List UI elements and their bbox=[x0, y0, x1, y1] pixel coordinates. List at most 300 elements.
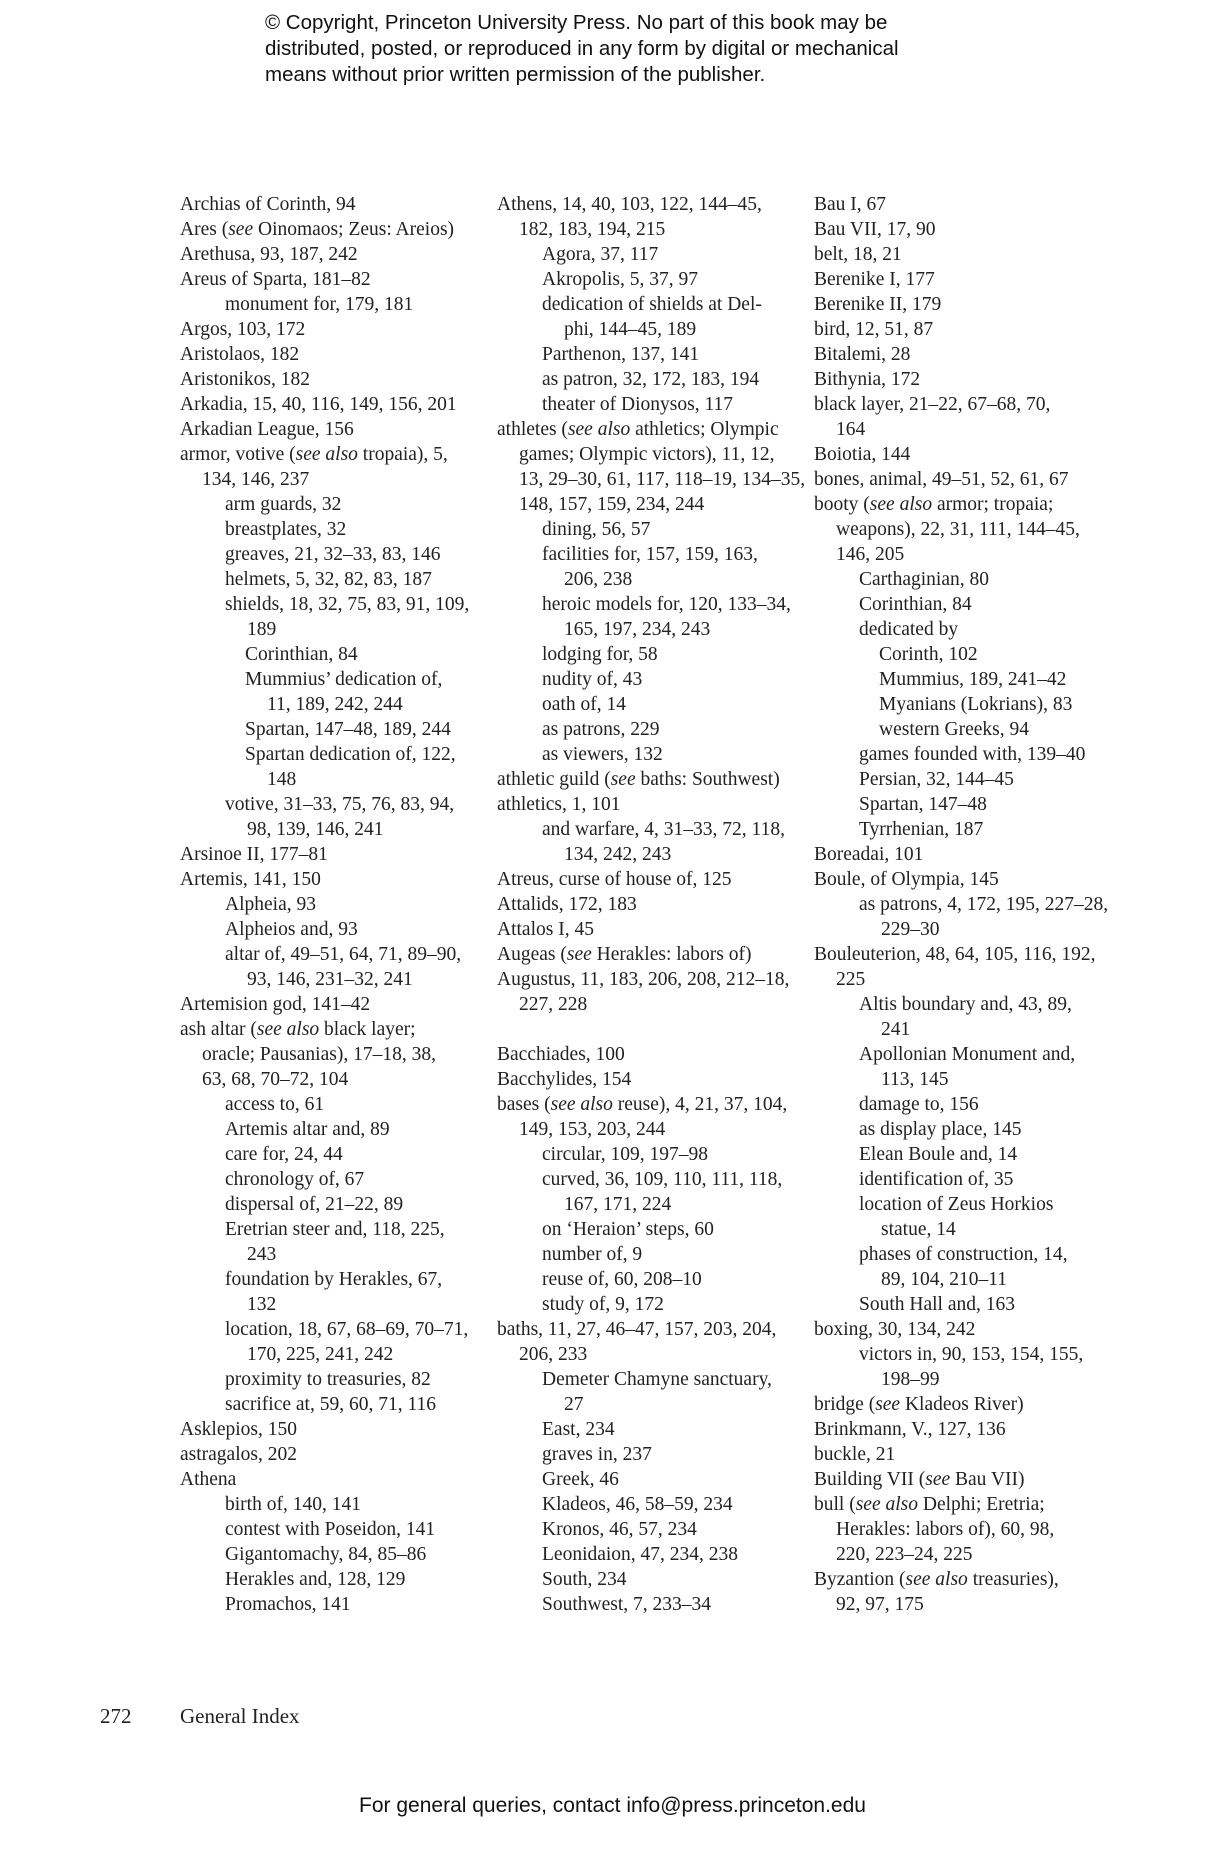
index-subentry bbox=[814, 617, 1114, 642]
index-subentry bbox=[497, 1517, 797, 1542]
index-subentry bbox=[180, 942, 480, 992]
index-line: Alpheios and, 93 bbox=[225, 919, 358, 940]
index-line: monument for, 179, 181 bbox=[225, 294, 414, 315]
index-line: bull (see also Delphi; Eretria; bbox=[814, 1494, 1045, 1515]
index-line: 227, 228 bbox=[519, 994, 588, 1015]
index-entry bbox=[814, 317, 1114, 342]
index-entry bbox=[814, 217, 1114, 242]
index-line: Southwest, 7, 233–34 bbox=[542, 1594, 712, 1615]
running-title: General Index bbox=[180, 1704, 300, 1728]
index-entry bbox=[814, 1467, 1114, 1492]
index-line: greaves, 21, 32–33, 83, 146 bbox=[225, 544, 441, 565]
index-subentry bbox=[497, 717, 797, 742]
index-entry bbox=[497, 1067, 797, 1092]
index-subentry bbox=[814, 767, 1114, 792]
index-line: as viewers, 132 bbox=[542, 744, 663, 765]
index-entry bbox=[814, 192, 1114, 217]
index-line: 11, 189, 242, 244 bbox=[267, 694, 403, 715]
index-entry bbox=[180, 417, 480, 442]
index-subentry bbox=[814, 642, 1114, 667]
index-line: South, 234 bbox=[542, 1569, 627, 1590]
index-line: 98, 139, 146, 241 bbox=[247, 819, 384, 840]
index-line: 63, 68, 70–72, 104 bbox=[202, 1069, 349, 1090]
index-subentry bbox=[814, 742, 1114, 767]
index-entry bbox=[814, 342, 1114, 367]
index-entry bbox=[180, 267, 480, 292]
index-subentry bbox=[180, 917, 480, 942]
index-subentry bbox=[814, 892, 1114, 942]
index-entry bbox=[814, 867, 1114, 892]
index-line: bridge (see Kladeos River) bbox=[814, 1394, 1024, 1415]
index-subentry bbox=[180, 542, 480, 567]
index-subentry bbox=[497, 1442, 797, 1467]
index-line: 13, 29–30, 61, 117, 118–19, 134–35, bbox=[519, 469, 806, 490]
index-line: 113, 145 bbox=[881, 1069, 949, 1090]
index-column-1 bbox=[180, 192, 480, 1617]
index-subentry bbox=[814, 792, 1114, 817]
index-subentry bbox=[497, 1592, 797, 1617]
index-subentry bbox=[180, 1542, 480, 1567]
index-line: booty (see also armor; tropaia; bbox=[814, 494, 1054, 515]
index-line: on ‘Heraion’ steps, 60 bbox=[542, 1219, 714, 1240]
index-line: Leonidaion, 47, 234, 238 bbox=[542, 1544, 739, 1565]
index-line: dining, 56, 57 bbox=[542, 519, 651, 540]
index-column-2 bbox=[497, 192, 806, 1617]
index-entry bbox=[814, 467, 1114, 492]
index-line: arm guards, 32 bbox=[225, 494, 342, 515]
page-number: 272 bbox=[100, 1704, 132, 1728]
index-entry bbox=[814, 942, 1114, 992]
index-line: 149, 153, 203, 244 bbox=[519, 1119, 666, 1140]
index-line: 170, 225, 241, 242 bbox=[247, 1344, 394, 1365]
index-subentry bbox=[180, 1492, 480, 1517]
index-line: baths, 11, 27, 46–47, 157, 203, 204, bbox=[497, 1319, 777, 1340]
index-line: sacrifice at, 59, 60, 71, 116 bbox=[225, 1394, 437, 1415]
index-line: Augeas (see Herakles: labors of) bbox=[497, 944, 752, 965]
index-line: Bithynia, 172 bbox=[814, 369, 921, 390]
index-line: foundation by Herakles, 67, bbox=[225, 1269, 443, 1290]
index-line: 132 bbox=[247, 1294, 277, 1315]
index-subentry bbox=[497, 517, 797, 542]
index-subentry bbox=[497, 392, 797, 417]
index-line: Athena bbox=[180, 1469, 237, 1490]
index-line: Spartan dedication of, 122, bbox=[245, 744, 456, 765]
index-line: astragalos, 202 bbox=[180, 1444, 297, 1465]
index-line: Eretrian steer and, 118, 225, bbox=[225, 1219, 445, 1240]
index-entry bbox=[180, 1017, 480, 1092]
index-subentry bbox=[814, 1342, 1114, 1392]
index-line: altar of, 49–51, 64, 71, 89–90, bbox=[225, 944, 462, 965]
index-entry bbox=[814, 367, 1114, 392]
index-entry bbox=[497, 1317, 797, 1367]
index-subentry bbox=[497, 1417, 797, 1442]
index-line: identification of, 35 bbox=[859, 1169, 1014, 1190]
index-line: lodging for, 58 bbox=[542, 644, 658, 665]
index-entry bbox=[180, 1467, 480, 1492]
index-line: dedication of shields at Del- bbox=[542, 294, 762, 315]
index-line: location, 18, 67, 68–69, 70–71, bbox=[225, 1319, 469, 1340]
index-line: Arkadian League, 156 bbox=[180, 419, 354, 440]
index-line: Aristolaos, 182 bbox=[180, 344, 300, 365]
index-entry bbox=[814, 1417, 1114, 1442]
index-column-3 bbox=[814, 192, 1114, 1617]
index-entry bbox=[180, 217, 480, 242]
index-entry bbox=[814, 292, 1114, 317]
index-line: as display place, 145 bbox=[859, 1119, 1022, 1140]
index-subentry bbox=[814, 1192, 1114, 1242]
index-entry bbox=[497, 192, 797, 242]
index-line: athletes (see also athletics; Olympic bbox=[497, 419, 779, 440]
index-line: ash altar (see also black layer; bbox=[180, 1019, 416, 1040]
index-subentry bbox=[497, 1292, 797, 1317]
copyright-notice bbox=[265, 10, 1025, 88]
index-line: Myanians (Lokrians), 83 bbox=[879, 694, 1073, 715]
index-line: dedicated by bbox=[859, 619, 959, 640]
index-subentry bbox=[180, 892, 480, 917]
index-entry bbox=[814, 1317, 1114, 1342]
index-line: Parthenon, 137, 141 bbox=[542, 344, 700, 365]
index-line: Boule, of Olympia, 145 bbox=[814, 869, 999, 890]
index-subentry bbox=[814, 1167, 1114, 1192]
index-line: nudity of, 43 bbox=[542, 669, 643, 690]
index-entry bbox=[180, 367, 480, 392]
index-entry bbox=[180, 242, 480, 267]
index-line: Promachos, 141 bbox=[225, 1594, 351, 1615]
index-entry bbox=[497, 1092, 797, 1142]
index-line: 243 bbox=[247, 1244, 277, 1265]
index-subentry bbox=[180, 517, 480, 542]
index-subentry bbox=[497, 1242, 797, 1267]
index-line: Berenike II, 179 bbox=[814, 294, 942, 315]
index-subentry bbox=[180, 1167, 480, 1192]
index-line: bird, 12, 51, 87 bbox=[814, 319, 934, 340]
index-subentry bbox=[497, 267, 797, 292]
index-line: Bau VII, 17, 90 bbox=[814, 219, 936, 240]
index-line: number of, 9 bbox=[542, 1244, 643, 1265]
index-entry bbox=[814, 1442, 1114, 1467]
index-line: 182, 183, 194, 215 bbox=[519, 219, 666, 240]
index-line: Kladeos, 46, 58–59, 234 bbox=[542, 1494, 733, 1515]
index-subentry bbox=[814, 1292, 1114, 1317]
index-line: Areus of Sparta, 181–82 bbox=[180, 269, 371, 290]
index-line: helmets, 5, 32, 82, 83, 187 bbox=[225, 569, 432, 590]
index-entry bbox=[814, 242, 1114, 267]
index-line: Greek, 46 bbox=[542, 1469, 619, 1490]
index-line: Bouleuterion, 48, 64, 105, 116, 192, bbox=[814, 944, 1096, 965]
index-line: armor, votive (see also tropaia), 5, bbox=[180, 444, 448, 465]
index-line: phases of construction, 14, bbox=[859, 1244, 1068, 1265]
index-line: Augustus, 11, 183, 206, 208, 212–18, bbox=[497, 969, 790, 990]
index-subentry bbox=[497, 542, 797, 592]
index-line: 206, 238 bbox=[564, 569, 633, 590]
index-line: games; Olympic victors), 11, 12, bbox=[519, 444, 775, 465]
index-line: Argos, 103, 172 bbox=[180, 319, 306, 340]
index-subentry bbox=[180, 1367, 480, 1392]
index-subentry bbox=[497, 242, 797, 267]
index-entry bbox=[497, 867, 797, 892]
index-line: proximity to treasuries, 82 bbox=[225, 1369, 431, 1390]
index-line: 225 bbox=[836, 969, 866, 990]
index-line: location of Zeus Horkios bbox=[859, 1194, 1054, 1215]
index-entry bbox=[814, 267, 1114, 292]
index-line: 134, 242, 243 bbox=[564, 844, 672, 865]
index-subentry bbox=[180, 1142, 480, 1167]
index-line: access to, 61 bbox=[225, 1094, 325, 1115]
index-line: Building VII (see Bau VII) bbox=[814, 1469, 1025, 1490]
index-subentry bbox=[497, 1492, 797, 1517]
index-subentry bbox=[497, 1217, 797, 1242]
index-entry bbox=[180, 1417, 480, 1442]
index-line: 134, 146, 237 bbox=[202, 469, 310, 490]
index-entry bbox=[497, 792, 797, 817]
index-subentry bbox=[814, 667, 1114, 692]
index-subentry bbox=[180, 1567, 480, 1592]
index-line: 148, 157, 159, 234, 244 bbox=[519, 494, 705, 515]
index-entry bbox=[497, 967, 797, 1017]
index-line: Akropolis, 5, 37, 97 bbox=[542, 269, 698, 290]
index-line: black layer, 21–22, 67–68, 70, bbox=[814, 394, 1051, 415]
index-line: heroic models for, 120, 133–34, bbox=[542, 594, 791, 615]
index-subentry bbox=[497, 692, 797, 717]
index-entry bbox=[497, 767, 797, 792]
index-line: shields, 18, 32, 75, 83, 91, 109, bbox=[225, 594, 470, 615]
index-line: as patron, 32, 172, 183, 194 bbox=[542, 369, 760, 390]
index-line: Tyrrhenian, 187 bbox=[859, 819, 984, 840]
index-line: study of, 9, 172 bbox=[542, 1294, 664, 1315]
index-entry bbox=[497, 417, 806, 517]
index-subentry bbox=[497, 292, 797, 342]
index-line: care for, 24, 44 bbox=[225, 1144, 343, 1165]
index-entry bbox=[180, 342, 480, 367]
index-entry bbox=[180, 392, 480, 417]
index-entry bbox=[497, 942, 797, 967]
section-gap bbox=[497, 1017, 797, 1042]
index-entry bbox=[814, 1567, 1114, 1617]
index-entry bbox=[814, 392, 1114, 442]
copyright-line: distributed, posted, or reproduced in any form by digital or mechanical bbox=[265, 37, 899, 60]
index-line: oath of, 14 bbox=[542, 694, 626, 715]
index-line: votive, 31–33, 75, 76, 83, 94, bbox=[225, 794, 455, 815]
index-subentry bbox=[814, 1117, 1114, 1142]
index-line: phi, 144–45, 189 bbox=[564, 319, 697, 340]
index-entry bbox=[180, 992, 480, 1017]
index-line: East, 234 bbox=[542, 1419, 615, 1440]
index-subentry bbox=[180, 1317, 480, 1367]
index-line: Arkadia, 15, 40, 116, 149, 156, 201 bbox=[180, 394, 457, 415]
index-line: breastplates, 32 bbox=[225, 519, 347, 540]
index-subentry bbox=[497, 1167, 797, 1217]
index-line: Ares (see Oinomaos; Zeus: Areios) bbox=[180, 219, 455, 240]
index-line: Boreadai, 101 bbox=[814, 844, 924, 865]
index-line: Corinthian, 84 bbox=[245, 644, 358, 665]
index-line: as patrons, 229 bbox=[542, 719, 660, 740]
index-line: 92, 97, 175 bbox=[836, 1594, 924, 1615]
index-line: bases (see also reuse), 4, 21, 37, 104, bbox=[497, 1094, 788, 1115]
index-line: 89, 104, 210–11 bbox=[881, 1269, 1008, 1290]
index-entry bbox=[180, 1442, 480, 1467]
index-line: Bitalemi, 28 bbox=[814, 344, 911, 365]
index-subentry bbox=[814, 567, 1114, 592]
index-subentry bbox=[180, 592, 480, 642]
index-line: 93, 146, 231–32, 241 bbox=[247, 969, 413, 990]
index-line: 198–99 bbox=[881, 1369, 940, 1390]
index-line: Boiotia, 144 bbox=[814, 444, 911, 465]
index-line: Bacchiades, 100 bbox=[497, 1044, 625, 1065]
index-line: 229–30 bbox=[881, 919, 940, 940]
index-line: Atreus, curse of house of, 125 bbox=[497, 869, 732, 890]
index-line: oracle; Pausanias), 17–18, 38, bbox=[202, 1044, 436, 1065]
index-line: Herakles and, 128, 129 bbox=[225, 1569, 406, 1590]
index-line: Attalos I, 45 bbox=[497, 919, 594, 940]
index-line: Artemision god, 141–42 bbox=[180, 994, 371, 1015]
index-subentry bbox=[814, 817, 1114, 842]
index-subentry bbox=[814, 1042, 1114, 1092]
index-entry bbox=[180, 442, 480, 492]
index-line: Byzantion (see also treasuries), bbox=[814, 1569, 1059, 1590]
index-line: Herakles: labors of), 60, 98, bbox=[836, 1519, 1055, 1540]
index-line: South Hall and, 163 bbox=[859, 1294, 1015, 1315]
index-subentry bbox=[180, 1117, 480, 1142]
index-line: chronology of, 67 bbox=[225, 1169, 365, 1190]
index-subentry bbox=[180, 717, 480, 742]
index-line: Mummius’ dedication of, bbox=[245, 669, 443, 690]
index-entry bbox=[814, 1392, 1114, 1417]
index-subentry bbox=[180, 1192, 480, 1217]
index-line: Demeter Chamyne sanctuary, bbox=[542, 1369, 772, 1390]
index-subentry bbox=[497, 1567, 797, 1592]
index-subentry bbox=[180, 567, 480, 592]
index-subentry bbox=[497, 592, 797, 642]
index-subentry bbox=[497, 1142, 797, 1167]
index-line: 241 bbox=[881, 1019, 911, 1040]
index-subentry bbox=[814, 1242, 1114, 1292]
index-entry bbox=[814, 1492, 1114, 1567]
index-subentry bbox=[814, 717, 1114, 742]
index-line: contest with Poseidon, 141 bbox=[225, 1519, 436, 1540]
index-line: Agora, 37, 117 bbox=[542, 244, 659, 265]
index-subentry bbox=[497, 742, 797, 767]
index-line: reuse of, 60, 208–10 bbox=[542, 1269, 702, 1290]
index-line: Archias of Corinth, 94 bbox=[180, 194, 356, 215]
index-line: facilities for, 157, 159, 163, bbox=[542, 544, 758, 565]
index-line: Aristonikos, 182 bbox=[180, 369, 311, 390]
index-line: Bacchylides, 154 bbox=[497, 1069, 632, 1090]
index-line: Kronos, 46, 57, 234 bbox=[542, 1519, 697, 1540]
copyright-line: © Copyright, Princeton University Press. No part of this book may be bbox=[265, 11, 888, 34]
index-line: birth of, 140, 141 bbox=[225, 1494, 361, 1515]
copyright-line: means without prior written permission of the publisher. bbox=[265, 63, 766, 86]
index-entry bbox=[814, 492, 1114, 567]
index-line: 165, 197, 234, 243 bbox=[564, 619, 711, 640]
index-line: belt, 18, 21 bbox=[814, 244, 902, 265]
index-line: Apollonian Monument and, bbox=[859, 1044, 1076, 1065]
index-entry bbox=[814, 442, 1114, 467]
index-subentry bbox=[814, 1142, 1114, 1167]
index-line: Mummius, 189, 241–42 bbox=[879, 669, 1067, 690]
index-entry bbox=[180, 867, 480, 892]
index-subentry bbox=[497, 1542, 797, 1567]
index-line: Brinkmann, V., 127, 136 bbox=[814, 1419, 1006, 1440]
index-line: 164 bbox=[836, 419, 866, 440]
index-subentry bbox=[180, 742, 480, 792]
index-subentry bbox=[180, 1592, 480, 1617]
index-subentry bbox=[497, 367, 797, 392]
index-line: western Greeks, 94 bbox=[879, 719, 1029, 740]
index-line: 27 bbox=[564, 1394, 584, 1415]
index-subentry bbox=[814, 592, 1114, 617]
index-subentry bbox=[180, 667, 480, 717]
index-line: Athens, 14, 40, 103, 122, 144–45, bbox=[497, 194, 762, 215]
index-subentry bbox=[814, 992, 1114, 1042]
index-line: 148 bbox=[267, 769, 297, 790]
index-line: Corinthian, 84 bbox=[859, 594, 972, 615]
index-line: 206, 233 bbox=[519, 1344, 588, 1365]
index-entry bbox=[814, 842, 1114, 867]
index-line: games founded with, 139–40 bbox=[859, 744, 1086, 765]
index-subentry bbox=[180, 792, 480, 842]
index-subentry bbox=[814, 1092, 1114, 1117]
index-line: and warfare, 4, 31–33, 72, 118, bbox=[542, 819, 785, 840]
index-line: athletics, 1, 101 bbox=[497, 794, 621, 815]
index-subentry bbox=[180, 642, 480, 667]
index-subentry bbox=[497, 667, 797, 692]
index-line: Spartan, 147–48 bbox=[859, 794, 987, 815]
index-line: Altis boundary and, 43, 89, bbox=[859, 994, 1072, 1015]
index-subentry bbox=[180, 1267, 480, 1317]
index-entry bbox=[497, 1042, 797, 1067]
index-line: Arethusa, 93, 187, 242 bbox=[180, 244, 358, 265]
index-subentry bbox=[497, 642, 797, 667]
index-line: bones, animal, 49–51, 52, 61, 67 bbox=[814, 469, 1069, 490]
index-entry bbox=[497, 892, 797, 917]
index-subentry bbox=[180, 1217, 480, 1267]
index-line: Corinth, 102 bbox=[879, 644, 978, 665]
index-entry bbox=[180, 842, 480, 867]
index-subentry bbox=[180, 1092, 480, 1117]
index-line: circular, 109, 197–98 bbox=[542, 1144, 709, 1165]
index-subentry bbox=[497, 1367, 797, 1417]
index-entry bbox=[497, 917, 797, 942]
index-line: Gigantomachy, 84, 85–86 bbox=[225, 1544, 427, 1565]
index-subentry bbox=[180, 1392, 480, 1417]
index-line: as patrons, 4, 172, 195, 227–28, bbox=[859, 894, 1109, 915]
index-line: 189 bbox=[247, 619, 277, 640]
index-line: victors in, 90, 153, 154, 155, bbox=[859, 1344, 1084, 1365]
index-subentry bbox=[497, 1267, 797, 1292]
index-subentry bbox=[497, 817, 797, 867]
index-line: Berenike I, 177 bbox=[814, 269, 935, 290]
contact-line: For general queries, contact info@press.princeton.edu bbox=[359, 1794, 866, 1817]
index-line: Arsinoe II, 177–81 bbox=[180, 844, 328, 865]
index-line: Asklepios, 150 bbox=[180, 1419, 297, 1440]
index-line: Persian, 32, 144–45 bbox=[859, 769, 1014, 790]
index-line: boxing, 30, 134, 242 bbox=[814, 1319, 976, 1340]
index-line: buckle, 21 bbox=[814, 1444, 896, 1465]
index-subentry bbox=[180, 1517, 480, 1542]
index-line: 220, 223–24, 225 bbox=[836, 1544, 973, 1565]
index-subentry bbox=[180, 292, 480, 317]
index-line: Alpheia, 93 bbox=[225, 894, 316, 915]
index-subentry bbox=[497, 342, 797, 367]
index-line: damage to, 156 bbox=[859, 1094, 979, 1115]
index-line: curved, 36, 109, 110, 111, 118, bbox=[542, 1169, 783, 1190]
index-line: Elean Boule and, 14 bbox=[859, 1144, 1018, 1165]
index-entry bbox=[180, 317, 480, 342]
index-line: athletic guild (see baths: Southwest) bbox=[497, 769, 780, 790]
index-line: statue, 14 bbox=[881, 1219, 956, 1240]
index-line: Carthaginian, 80 bbox=[859, 569, 989, 590]
index-line: theater of Dionysos, 117 bbox=[542, 394, 733, 415]
